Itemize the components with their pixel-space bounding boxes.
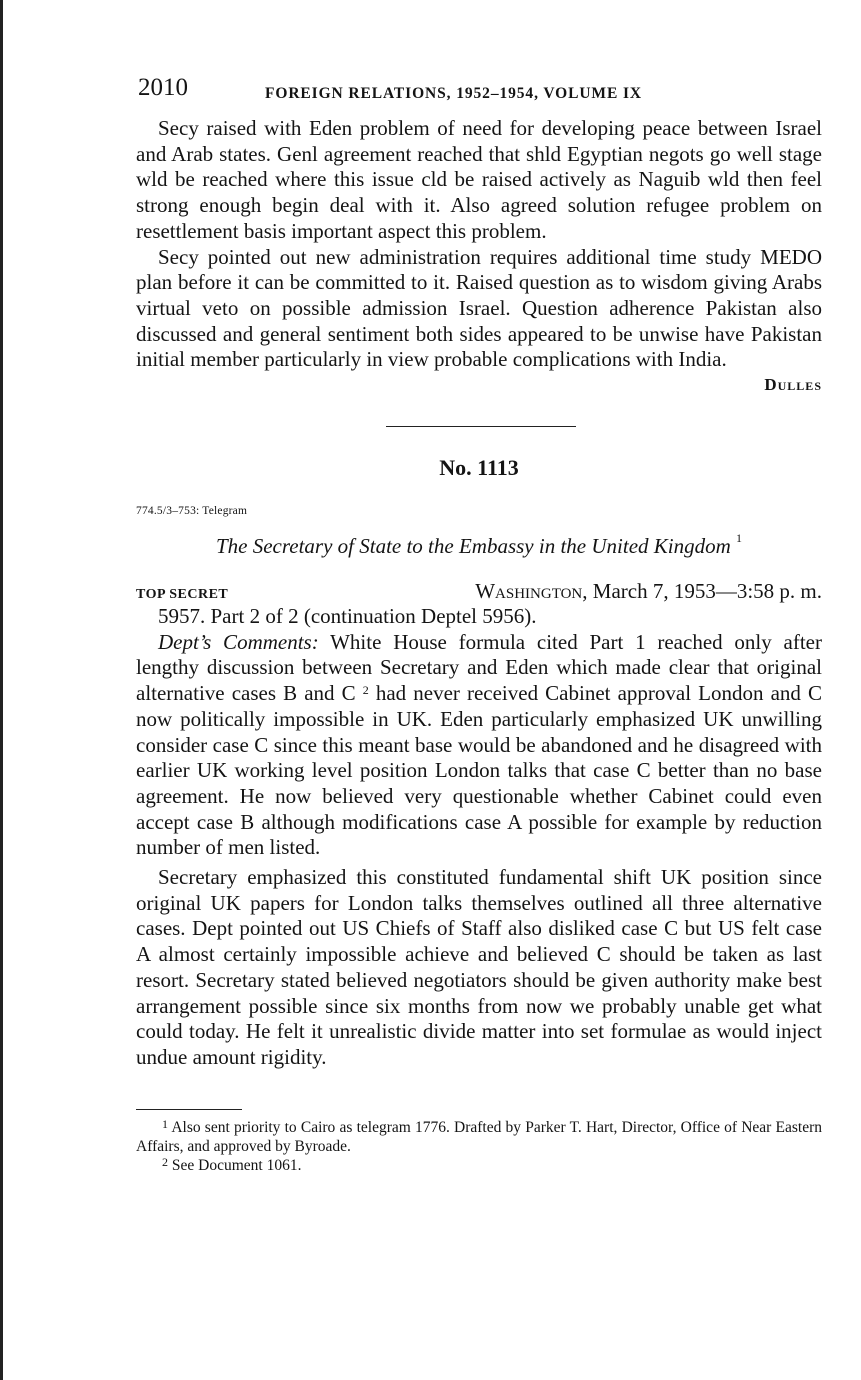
signature: Dulles (764, 375, 822, 395)
place-date (475, 579, 822, 604)
page-number: 2010 (138, 74, 188, 101)
previous-doc-paragraph-2: Secy pointed out new administration requires additional time study MEDO plan before it can be committed to it. Raised question as to wisdom giving Arabs virtual veto on possible admission Israel. Question adherence Pakistan also discussed and general sentiment both sides appeared to be unwise have Pakistan initial member particularly in view probable complications with India. (136, 244, 822, 372)
document-title-text: The Secretary of State to the Embassy in the United Kingdom (215, 534, 731, 559)
classification-line (136, 579, 822, 604)
comments-text-a: White House formula cited Part 1 reached only after lengthy discussion between Secretary and Eden which made clear that original alternative cases B and C (136, 629, 822, 706)
footnote-divider (136, 1109, 242, 1110)
footnote-2-text: See Document 1061. (168, 1156, 302, 1174)
footnote-marker-2: 2 (362, 683, 369, 698)
body-paragraph-3: Secretary emphasized this constituted fundamental shift UK position since original UK papers for London talks themselves outlined all three alternative cases. Dept pointed out US Chiefs of Staff also disliked case C but US felt case A almost certainly impossible achieve and believed C should be taken as last resort. Secretary stated believed negotiators should be given authority make best arrangement possible since six months from now we probably unable get what could today. He felt it unrealistic divide matter into set formulae as would inject undue amount rigidity. (136, 865, 822, 1069)
comments-text-b: had never received Cabinet approval London and C now politically impossible in UK. Eden particularly emphasized UK unwilling consider case C since this meant base would be abandoned and he disagreed with earlier UK working level position London talks that case C better than no base agreement. He now believed very questionable whether Cabinet could even accept case B although modifications case A possible for example by reduction number of men listed. (136, 681, 822, 860)
footnote-1-marker: 1 (162, 1116, 168, 1131)
footnote-2-marker: 2 (162, 1154, 168, 1169)
section-divider (386, 426, 576, 427)
scan-edge (0, 0, 3, 1380)
comments-paragraph (136, 630, 822, 861)
footnote-1-text: Also sent priority to Cairo as telegram 1776. Drafted by Parker T. Hart, Director, Office of Near Eastern Affairs, and approved by Byroade. (136, 1118, 822, 1155)
page-header (136, 72, 822, 116)
file-reference: 774.5/3–753: Telegram (136, 505, 248, 518)
place: Washington (475, 579, 583, 604)
footnote-1 (136, 1118, 822, 1156)
document-number: No. 1113 (439, 455, 519, 481)
footnote-2 (136, 1156, 822, 1175)
previous-doc-paragraph-1: Secy raised with Eden problem of need for developing peace between Israel and Arab states. Genl agreement reached that shld Egyptian negots go well stage wld be reached where this issue cld be raised actively as Naguib wld then feel strong enough begin deal with it. Also agreed solution refugee problem on resettlement basis important aspect this problem. (136, 116, 822, 243)
document-title (136, 531, 822, 559)
running-head: FOREIGN RELATIONS, 1952–1954, VOLUME IX (265, 85, 642, 102)
date: , March 7, 1953—3:58 p. m. (582, 579, 822, 604)
page (136, 72, 822, 1175)
classification: TOP SECRET (136, 587, 229, 603)
comments-label: Dept’s Comments: (158, 629, 319, 654)
telegram-opening: 5957. Part 2 of 2 (continuation Deptel 5956). (158, 604, 537, 629)
footnote-marker-1: 1 (736, 531, 743, 546)
